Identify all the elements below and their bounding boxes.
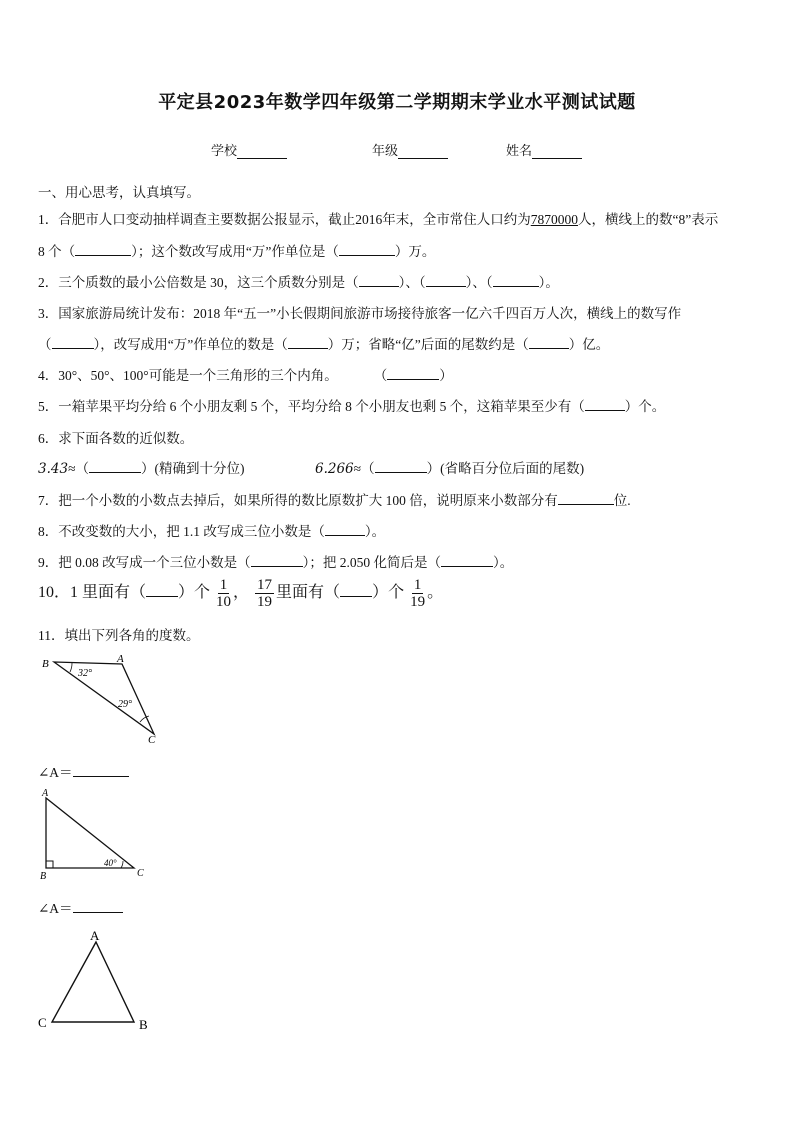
question-8: 8．不改变数的大小，把 1.1 改写成三位小数是（ ）。 [38,524,386,539]
fraction-17-19: $\frac{17}{19}$ [257,577,273,610]
answer-line-2: ∠A＝ [38,897,123,917]
name-blank[interactable] [532,144,582,159]
triangle-figure-3 [34,926,164,1036]
angle-label: 29° [118,699,132,710]
right-triangle-figure-2 [36,786,156,881]
answer-blank[interactable] [73,763,129,777]
question-1-line-1: 1．合肥市人口变动抽样调查主要数据公报显示，截止2016年末，全市常住人口约为7870000人，横线上的数“8”表示 [38,212,719,227]
name-field: 姓名 [506,140,582,159]
vertex-label: B [42,658,49,670]
answer-blank[interactable] [339,242,395,256]
grade-field: 年级 [372,140,448,159]
question-10: 10．1 里面有（ ）个 $\frac{1}{10}$ ， $\frac{17}{19}$ 里面有（ ）个 $\frac{1}{19}$ 。 [38,577,444,610]
vertex-label: A [42,788,49,799]
answer-blank[interactable] [325,522,365,536]
vertex-label: A [117,653,124,665]
vertex-label: C [38,1015,47,1030]
question-3-line-1: 3．国家旅游局统计发布：2018 年“五一”小长假期间旅游市场接待旅客一亿六千四百万人次，横线上的数写作 [38,306,682,321]
answer-blank[interactable] [75,242,131,256]
answer-blank[interactable] [73,899,123,913]
fraction-1-10: $\frac{1}{10}$ [216,577,232,610]
question-5: 5．一箱苹果平均分给 6 个小朋友剩 5 个，平均分给 8 个小朋友也剩 5 个，这箱苹果至少有（ ）个。 [38,399,666,414]
answer-blank[interactable] [387,366,439,380]
angle-label: 32° [78,668,92,679]
answer-blank[interactable] [375,459,427,473]
question-9: 9．把 0.08 改写成一个三位小数是（ ）；把 2.050 化简后是（ ）。 [38,555,514,570]
vertex-label: C [137,868,144,879]
question-2: 2．三个质数的最小公倍数是 30，这三个质数分别是（ ）、（ ）、（ ）。 [38,275,559,290]
vertex-label: A [90,928,100,943]
answer-blank[interactable] [146,583,178,597]
question-11: 11．填出下列各角的度数。 [38,628,200,643]
answer-blank[interactable] [558,491,614,505]
answer-blank[interactable] [441,553,493,567]
question-6: 6．求下面各数的近似数。 [38,431,194,446]
angle-label: 40° [104,858,117,868]
answer-blank[interactable] [426,273,466,287]
answer-blank[interactable] [340,583,372,597]
page-title: 平定县2023年数学四年级第二学期期末学业水平测试试题 [158,92,636,113]
answer-line-1: ∠A＝ [38,761,129,781]
answer-blank[interactable] [288,335,328,349]
question-6-part-b: 6.266≈（ ）(省略百分位后面的尾数) [315,461,585,477]
underlined-number: 7870000 [530,212,578,227]
question-3-line-2: （ ），改写成用“万”作单位的数是（ ）万；省略“亿”后面的尾数约是（ ）亿。 [38,337,610,352]
question-7: 7．把一个小数的小数点去掉后，如果所得的数比原数扩大 100 倍，说明原来小数部分有 位. [38,493,631,508]
vertex-label: C [148,734,156,745]
answer-blank[interactable] [52,335,94,349]
grade-blank[interactable] [398,144,448,159]
answer-blank[interactable] [359,273,399,287]
answer-blank[interactable] [251,553,303,567]
answer-blank[interactable] [493,273,539,287]
school-blank[interactable] [237,144,287,159]
answer-blank[interactable] [529,335,569,349]
vertex-label: B [139,1017,148,1032]
question-4: 4．30°、50°、100°可能是一个三角形的三个内角。 （ ） [38,368,453,383]
question-1-line-2: 8 个（ ）；这个数改写成用“万”作单位是（ ）万。 [38,244,436,259]
triangle-figure-1 [36,650,166,745]
vertex-label: B [40,871,47,881]
fraction-1-19: $\frac{1}{19}$ [410,577,426,610]
answer-blank[interactable] [585,397,625,411]
section-heading: 一、用心思考，认真填写。 [38,185,200,200]
question-6-part-a: 3.43≈（ ）(精确到十分位) [38,461,245,477]
school-field: 学校 [211,140,287,159]
answer-blank[interactable] [89,459,141,473]
